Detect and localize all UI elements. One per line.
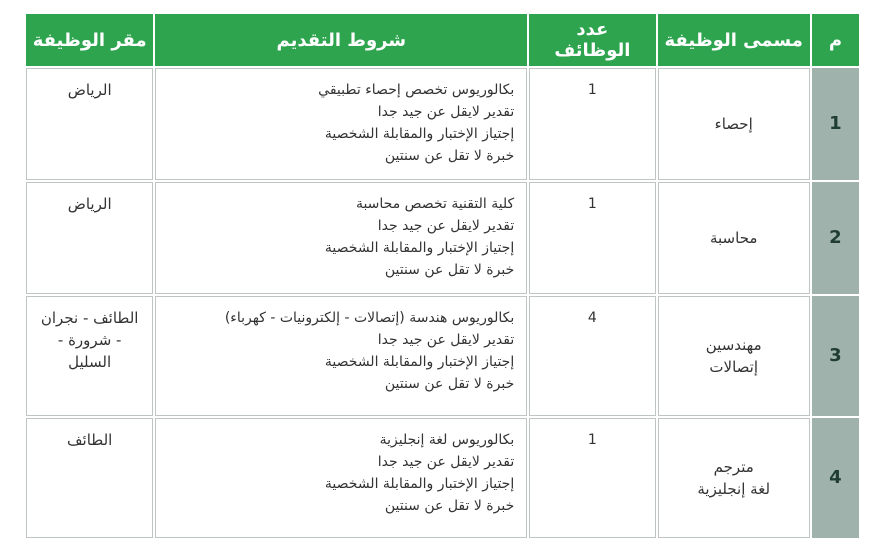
jobs-table: [24, 12, 861, 540]
condition-line: خبرة لا تقل عن سنتين: [384, 498, 515, 514]
row-number: 3: [812, 296, 859, 416]
table-row: [26, 418, 859, 538]
location-cell: [26, 182, 153, 294]
table-row: [26, 182, 859, 294]
header-conditions: شروط التقديم: [155, 14, 527, 66]
location-cell: [26, 418, 153, 538]
condition-line: تقدير لايقل عن جيد جدا: [377, 218, 515, 234]
condition-line: تقدير لايقل عن جيد جدا: [377, 104, 515, 120]
job-title-cell: [658, 296, 810, 416]
row-number: 2: [812, 182, 859, 294]
condition-line: خبرة لا تقل عن سنتين: [384, 148, 515, 164]
location-cell: [26, 68, 153, 180]
conditions-cell: [155, 68, 527, 180]
condition-line: خبرة لا تقل عن سنتين: [384, 262, 515, 278]
job-title: لغة إنجليزية: [697, 480, 771, 498]
row-number: 1: [812, 68, 859, 180]
condition-line: إجتياز الإختبار والمقابلة الشخصية: [324, 476, 515, 492]
job-count: 4: [529, 296, 655, 416]
condition-line: خبرة لا تقل عن سنتين: [384, 376, 515, 392]
location-text: الرياض: [67, 81, 112, 99]
job-title-cell: [658, 68, 810, 180]
header-location: مقر الوظيفة: [26, 14, 153, 66]
header-number: م: [812, 14, 859, 66]
job-title-cell: [658, 418, 810, 538]
condition-line: تقدير لايقل عن جيد جدا: [377, 332, 515, 348]
condition-line: إجتياز الإختبار والمقابلة الشخصية: [324, 126, 515, 142]
job-title: إحصاء: [714, 115, 753, 133]
table-header-row: [26, 14, 859, 66]
location-cell: [26, 296, 153, 416]
table-row: [26, 296, 859, 416]
job-count: 1: [529, 418, 655, 538]
job-count: 1: [529, 182, 655, 294]
conditions-cell: [155, 296, 527, 416]
job-title: مهندسين: [705, 336, 762, 354]
condition-line: بكالوريوس لغة إنجليزية: [379, 432, 515, 448]
condition-line: بكالوريوس تخصص إحصاء تطبيقي: [318, 82, 515, 98]
location-text: الطائف: [67, 431, 113, 449]
condition-line: إجتياز الإختبار والمقابلة الشخصية: [324, 240, 515, 256]
job-count: 1: [529, 68, 655, 180]
condition-line: بكالوريوس هندسة (إتصالات - إلكترونيات - كهرباء): [224, 310, 515, 326]
row-number: 4: [812, 418, 859, 538]
location-text: - شرورة -: [57, 331, 122, 349]
location-text: الرياض: [67, 195, 112, 213]
header-job-count: عدد الوظائف: [529, 14, 655, 66]
condition-line: تقدير لايقل عن جيد جدا: [377, 454, 515, 470]
condition-line: إجتياز الإختبار والمقابلة الشخصية: [324, 354, 515, 370]
conditions-cell: [155, 182, 527, 294]
location-text: الطائف - نجران: [40, 309, 139, 327]
job-title: مترجم: [713, 458, 754, 476]
job-title: إتصالات: [709, 358, 759, 376]
job-title: محاسبة: [709, 229, 758, 247]
condition-line: كلية التقنية تخصص محاسبة: [355, 196, 515, 212]
header-job-title: مسمى الوظيفة: [658, 14, 810, 66]
location-text: السليل: [68, 353, 112, 371]
table-row: [26, 68, 859, 180]
conditions-cell: [155, 418, 527, 538]
job-title-cell: [658, 182, 810, 294]
